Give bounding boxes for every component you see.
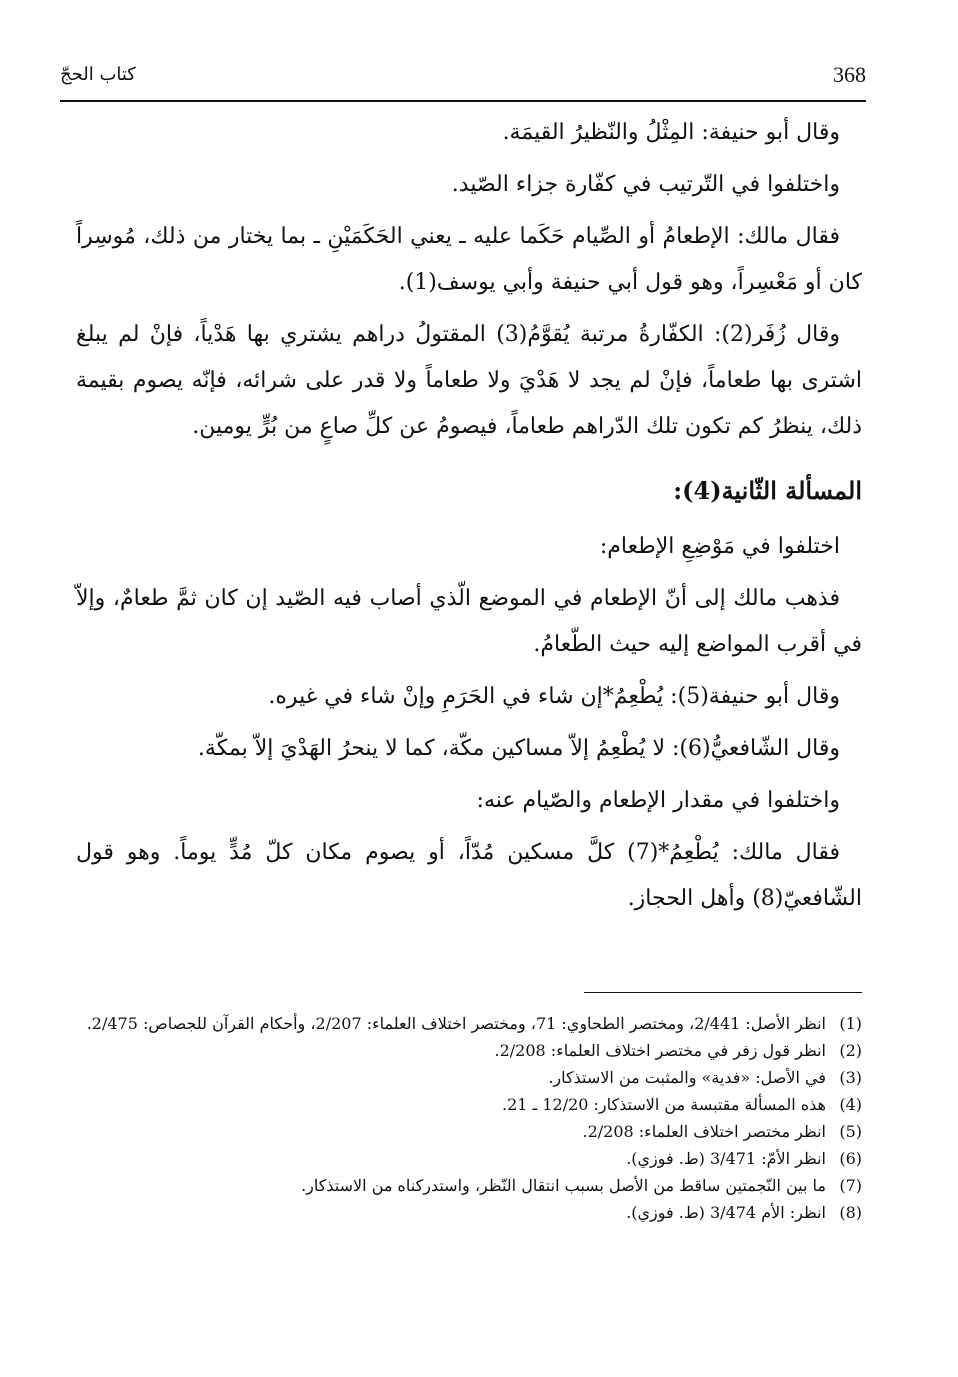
paragraph: واختلفوا في مقدار الإطعام والصّيام عنه:	[476, 788, 840, 813]
footnote-text: ما بين النّجمتين ساقط من الأصل بسبب انتقال النّظر، واستدركناه من الاستذكار.	[301, 1176, 826, 1195]
footnote	[76, 1145, 862, 1172]
page-number: 368	[833, 62, 866, 87]
header-rule	[60, 100, 866, 102]
running-title: كتاب الحجّ	[60, 64, 136, 85]
footnote	[76, 1064, 862, 1091]
footnote-number: (8)	[839, 1203, 862, 1222]
paragraph: واختلفوا في التّرتيب في كفّارة جزاء الصّيد.	[451, 172, 840, 197]
footnote-text: في الأصل: «فدية» والمثبت من الاستذكار.	[548, 1068, 826, 1087]
footnotes	[76, 1010, 862, 1226]
footnote-rule	[584, 992, 862, 993]
paragraph: فذهب مالك إلى أنّ الإطعام في الموضع الّذي أصاب فيه الصّيد إن كان ثمَّ طعامٌ، وإلاّ في أقرب المواضع إليه حيث الطّعامُ.	[76, 586, 862, 657]
footnote-number: (7)	[839, 1176, 862, 1195]
footnote	[76, 1010, 862, 1037]
footnote-number: (1)	[839, 1014, 862, 1033]
paragraph: فقال مالك: يُطْعِمُ*(7) كلَّ مسكين مُدّاً، أو يصوم مكان كلّ مُدٍّ يوماً. وهو قول الشّافعيّ(8) وأهل الحجاز.	[76, 840, 862, 911]
footnote	[76, 1199, 862, 1226]
footnote-text: هذه المسألة مقتبسة من الاستذكار: 12/20 ـ 21.	[502, 1095, 826, 1114]
footnote	[76, 1037, 862, 1064]
section-heading: المسألة الثّانية(4):	[673, 476, 862, 505]
paragraph: وقال أبو حنيفة(5): يُطْعِمُ*إن شاء في الحَرَمِ وإنْ شاء في غيره.	[268, 684, 840, 709]
main-text	[76, 110, 862, 928]
paragraph: اختلفوا في مَوْضِعِ الإطعام:	[599, 534, 840, 559]
footnote-text: انظر الأمّ: 3/471 (ط. فوزي).	[626, 1149, 826, 1168]
footnote-number: (4)	[839, 1095, 862, 1114]
footnote	[76, 1091, 862, 1118]
footnote	[76, 1172, 862, 1199]
footnote-text: انظر الأصل: 2/441، ومختصر الطحاوي: 71، ومختصر اختلاف العلماء: 2/207، وأحكام القرآن للجصاص: 2/475.	[86, 1014, 826, 1033]
paragraph: وقال أبو حنيفة: المِثْلُ والنّظيرُ القيمَة.	[502, 120, 840, 145]
footnote-number: (2)	[839, 1041, 862, 1060]
footnote	[76, 1118, 862, 1145]
paragraph: وقال الشّافعيُّ(6): لا يُطْعِمُ إلاّ مساكين مكّة، كما لا ينحرُ الهَدْيَ إلاّ بمكّة.	[197, 736, 840, 761]
footnote-number: (6)	[839, 1149, 862, 1168]
footnote-number: (3)	[839, 1068, 862, 1087]
footnote-text: انظر قول زفر في مختصر اختلاف العلماء: 2/208.	[494, 1041, 826, 1060]
footnote-text: انظر مختصر اختلاف العلماء: 2/208.	[582, 1122, 826, 1141]
paragraph: فقال مالك: الإطعامُ أو الصِّيام حَكَما عليه ـ يعني الحَكَمَيْنِ ـ بما يختار من ذلك، مُوسِراً كان أو مَعْسِراً، وهو قول أبي حنيفة وأبي يوسف(1).	[76, 224, 862, 295]
footnote-text: انظر: الأم 3/474 (ط. فوزي).	[626, 1203, 826, 1222]
footnote-number: (5)	[839, 1122, 862, 1141]
page-header	[60, 62, 866, 102]
paragraph: وقال زُفَر(2): الكفّارةُ مرتبة يُقوَّمُ(3) المقتولُ دراهم يشتري بها هَدْياً، فإنْ لم يبلغ اشترى بها طعاماً، فإنْ لم يجد لا هَدْيَ ولا طعاماً ولا قدر على شرائه، فإنّه يصوم بقيمة ذلك، ينظرُ كم تكون تلك الدّراهم طعاماً، فيصومُ عن كلِّ صاعٍ من بُرٍّ يومين.	[76, 322, 862, 439]
